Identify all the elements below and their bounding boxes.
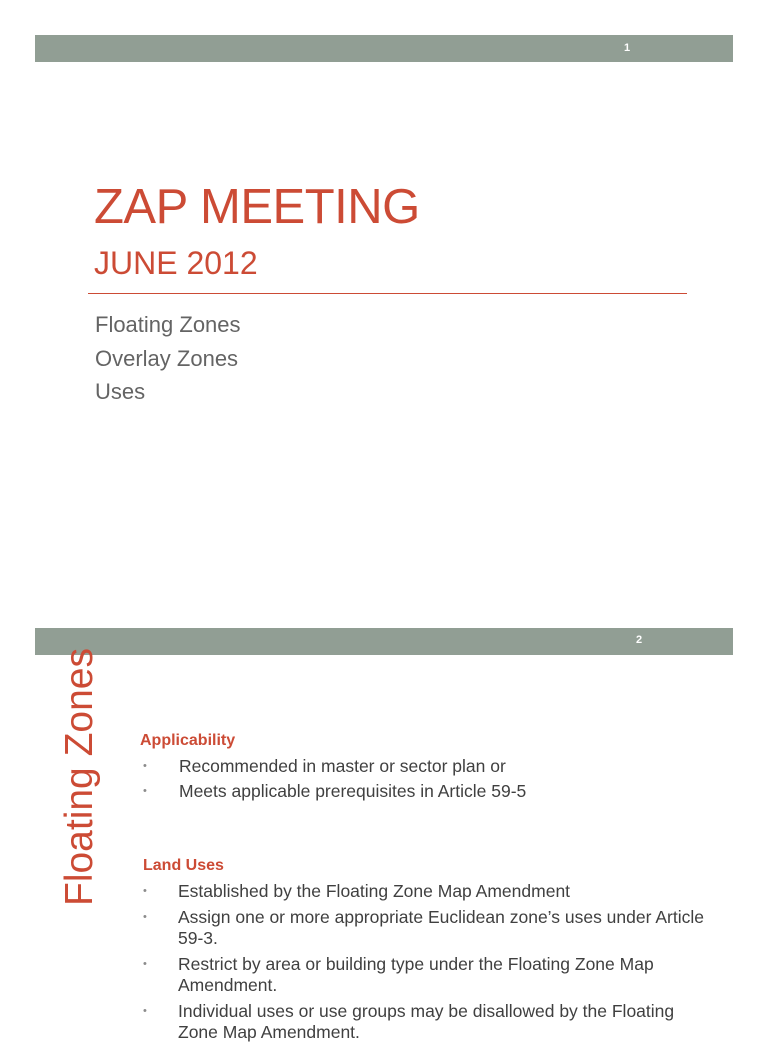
topic-item: Overlay Zones xyxy=(95,345,239,371)
topic-item: Floating Zones xyxy=(95,312,241,337)
slide-header-bar xyxy=(35,628,733,655)
bullet-dot-icon: • xyxy=(143,785,147,797)
slide-2 xyxy=(0,628,768,1042)
bullet-text: Established by the Floating Zone Map Amendment xyxy=(178,881,571,901)
list-item xyxy=(143,781,527,802)
section-heading-land-uses: Land Uses xyxy=(143,857,224,874)
bullet-text: Recommended in master or sector plan or xyxy=(179,756,506,776)
bullet-text: Meets applicable prerequisites in Article 59-5 xyxy=(179,781,527,801)
slide-subtitle: JUNE 2012 xyxy=(94,245,258,281)
page-number: 1 xyxy=(624,42,631,54)
topic-list xyxy=(95,308,241,409)
vertical-slide-title: Floating Zones xyxy=(58,648,101,906)
bullet-dot-icon: • xyxy=(143,760,147,772)
bullet-dot-icon: • xyxy=(143,885,147,897)
slide-title: ZAP MEETING xyxy=(94,180,420,234)
list-item xyxy=(143,1001,713,1043)
section-heading-applicability: Applicability xyxy=(140,732,236,749)
list-item xyxy=(143,907,713,949)
bullet-text: Individual uses or use groups may be disallowed by the Floating Zone Map Amendment. xyxy=(178,1001,675,1042)
bullet-text: Restrict by area or building type under the Floating Zone Map Amendment. xyxy=(178,954,654,995)
slide-header-bar xyxy=(35,35,733,62)
land-uses-bullet-list xyxy=(143,881,713,1048)
bullet-text: Assign one or more appropriate Euclidean zone’s uses under Article 59-3. xyxy=(178,907,704,948)
topic-item: Uses xyxy=(95,379,146,404)
list-item xyxy=(143,881,713,902)
applicability-bullet-list xyxy=(143,756,527,806)
title-divider xyxy=(88,293,687,294)
bullet-dot-icon: • xyxy=(143,911,147,923)
page-number: 2 xyxy=(636,634,643,646)
bullet-dot-icon: • xyxy=(143,958,147,970)
list-item xyxy=(143,954,713,996)
bullet-dot-icon: • xyxy=(143,1005,147,1017)
list-item xyxy=(143,756,526,777)
